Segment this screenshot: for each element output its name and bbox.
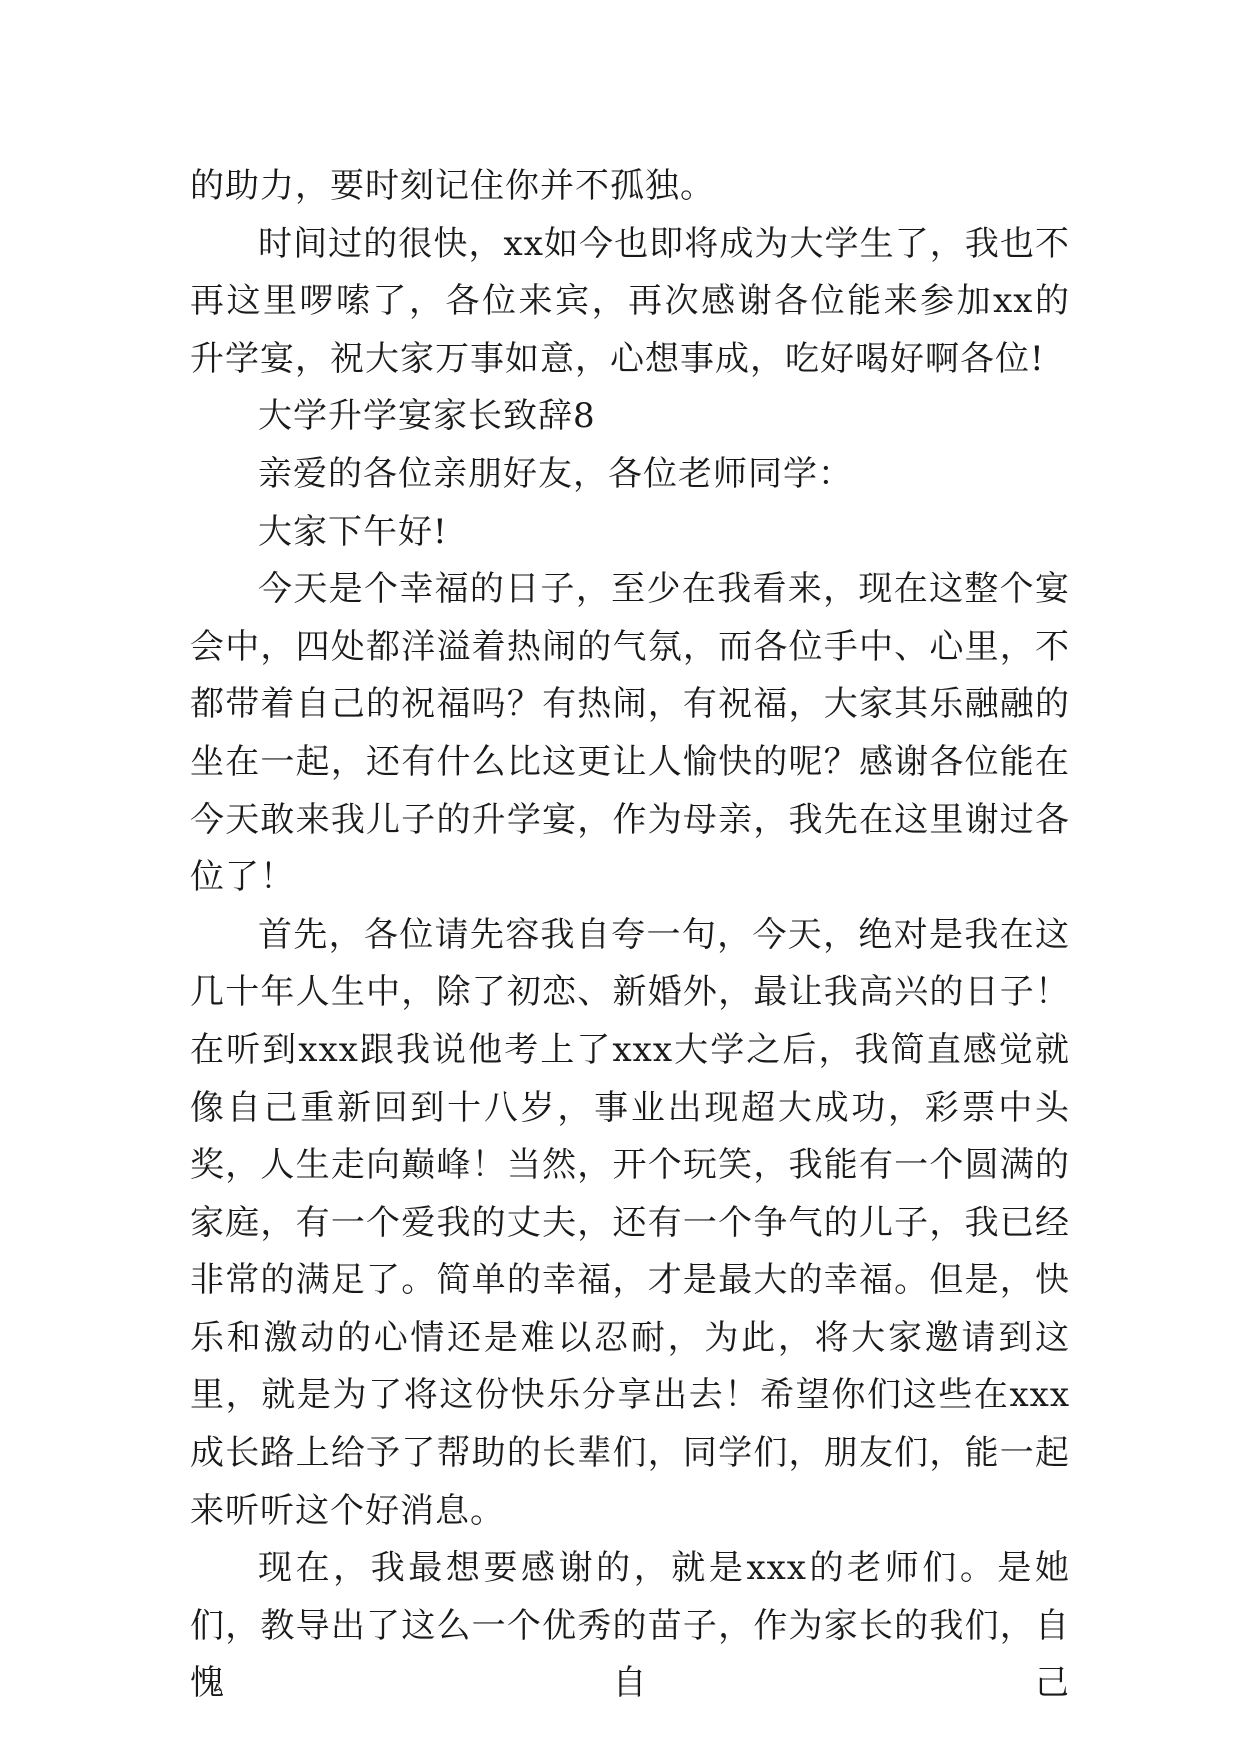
section-heading: 大学升学宴家长致辞8 <box>258 396 596 437</box>
greeting: 大家下午好! <box>258 511 448 552</box>
paragraph-thanks: 现在，我最想要感谢的，就是xxx的老师们。是她们，教导出了这么一个优秀的苗子，作为家长的我们，自愧自己 <box>190 1548 1070 1704</box>
document-body <box>190 158 1070 1713</box>
paragraph-main: 首先，各位请先容我自夸一句，今天，绝对是我在这几十年人生中，除了初恋、新婚外，最让我高兴的日子！在听到xxx跟我说他考上了xxx大学之后，我简直感觉就像自己重新回到十八岁，事业出现超大成功，彩票中头奖，人生走向巅峰！当然，开个玩笑，我能有一个圆满的家庭，有一个爱我的丈夫，还有一个争气的儿子，我已经非常的满足了。简单的幸福，才是最大的幸福。但是，快乐和激动的心情还是难以忍耐，为此，将大家邀请到这里，就是为了将这份快乐分享出去！希望你们这些在xxx成长路上给予了帮助的长辈们，同学们，朋友们，能一起来听听这个好消息。 <box>190 914 1070 1531</box>
paragraph-opening: 今天是个幸福的日子，至少在我看来，现在这整个宴会中，四处都洋溢着热闹的气氛，而各位手中、心里，不都带着自己的祝福吗？有热闹，有祝福，大家其乐融融的坐在一起，还有什么比这更让人愉快的呢？感谢各位能在今天敢来我儿子的升学宴，作为母亲，我先在这里谢过各位了！ <box>190 569 1070 898</box>
paragraph-closing: 时间过的很快，xx如今也即将成为大学生了，我也不再这里啰嗦了，各位来宾，再次感谢各位能来参加xx的升学宴，祝大家万事如意，心想事成，吃好喝好啊各位! <box>190 223 1070 379</box>
paragraph-continuation: 的助力，要时刻记住你并不孤独。 <box>190 166 715 206</box>
salutation: 亲爱的各位亲朋好友，各位老师同学： <box>258 453 853 494</box>
